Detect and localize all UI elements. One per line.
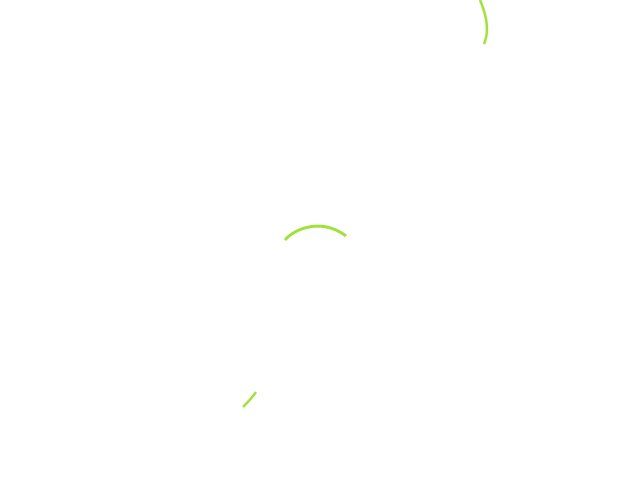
c-terminal-loop [480,0,487,44]
connecting-loop [285,226,346,240]
n-terminal-loop [243,392,256,407]
